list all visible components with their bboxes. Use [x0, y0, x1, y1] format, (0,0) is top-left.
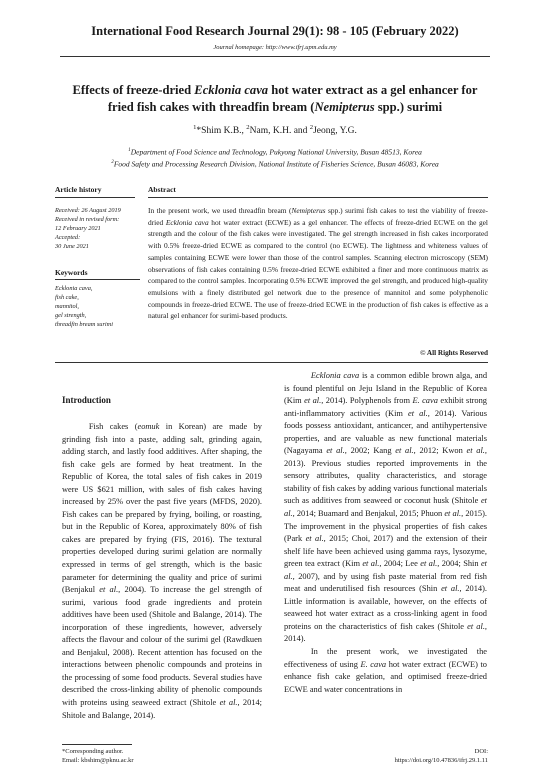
article-history: [55, 185, 135, 251]
history-line: 30 June 2021: [55, 243, 89, 250]
keywords-heading: Keywords: [55, 268, 88, 277]
article-title: [40, 82, 510, 116]
journal-homepage: Journal homepage: http://www.ifrj.upm.edu.my: [213, 44, 337, 51]
abstract-text: In the present work, we used threadfin bream (Nemipterus spp.) surimi fish cakes to test the viability of freeze-dried Ecklonia cava hot water extract (ECWE) as a gel enhancer. The effects of freeze-dried ECWE on the gel strength and the colour of the fish cakes were investigated. The gel strength increased in fish cakes incorporated with 0.5% freeze-dried ECWE as compared to the control (no ECWE). The lightness and whiteness values of samples containing ECWE were lower than those of the control samples. Scanning electron microscopy (SEM) observations of fish cakes containing 0.5% freeze-dried ECWE exhibited a finer and more continuous matrix as compared to the control samples. Incorporating 0.5% ECWE improved the gel strength, and produced high-quality emulsions with a finely distributed gel network due to the presence of mannitol and some polyphenolic compounds in freeze-dried ECWE. The use of freeze-dried ECWE in the production of fish cakes is effective as a natural gel enhancer for surimi-based products.: [148, 206, 488, 321]
article-history-rule: [55, 197, 135, 198]
introduction-heading: Introduction: [62, 395, 111, 405]
body-paragraph: Ecklonia cava is a common edible brown alga, and is found plentiful on Jeju Island in the Republic of Korea (Kim et al., 2014). Polyphenols from E. cava exhibit strong anti-inflammatory activities (Kim et al., 2014). Various foods possess antioxidant, anticancer, and antihypertensive properties, and are valuable as new functional materials (Nagayama et al., 2002; Kang et al., 2012; Kwon et al., 2013). Previous studies reported improvements in the sensory attributes, quality characteristics, and storage stability of fish cakes by adding various functional materials such as additives from seaweed or coconut husk (Shitole et al., 2014; Buamard and Benjakul, 2015; Phuon et al., 2015). The improvement in the physical properties of fish cakes (Park et al., 2015; Choi, 2017) and the extension of their shelf life have been achieved using gamma rays, lysozyme, green tea extract (Kim et al., 2004; Lee et al., 2004; Shin et al., 2007), and by using fish paste material from red fish meat and underutilised fish resources (Shin et al., 2014). Little information is available, however, on the effects of seaweed hot water extract as a cross-linking agent in food proteins on the characteristics of fish cakes (Shitole et al., 2014).: [284, 371, 488, 644]
abstract-rule: [148, 197, 488, 198]
keyword: mannitol,: [55, 303, 79, 310]
keyword: threadfin bream surimi: [55, 321, 113, 328]
corresponding-author: *Corresponding author.: [62, 748, 124, 755]
abstract-heading-block: [148, 185, 488, 198]
title-line-2: fried fish cakes with threadfin bream (Nemipterus spp.) surimi: [107, 100, 443, 114]
keywords-rule: [55, 279, 140, 280]
keyword: gel strength,: [55, 312, 87, 319]
keyword: fish cake,: [55, 294, 79, 301]
keywords-block: [55, 268, 140, 329]
right-body-column: [284, 370, 487, 696]
body-paragraph: In the present work, we investigated the effectiveness of using E. cava hot water extract (ECWE) to enhance fish cake gelation, and optimised freeze-dried ECWE and water concentrations in: [284, 647, 487, 694]
title-line-1: Effects of freeze-dried Ecklonia cava hot water extract as a gel enhancer for: [72, 83, 478, 97]
author-list: $^1$*Shim K.B., $^2$Nam, K.H. and $^2$Jeong, Y.G.: [193, 124, 357, 137]
affiliation-2: $^2$Food Safety and Processing Research Division, National Institute of Fisheries Science, Busan 46083, Korea: [111, 159, 439, 169]
history-line: Received in revised form:: [55, 216, 120, 223]
copyright-notice: © All Rights Reserved: [420, 349, 488, 357]
history-line: Accepted:: [55, 234, 81, 241]
header-divider: [60, 56, 490, 57]
history-line: 12 February 2021: [55, 225, 101, 232]
footnote-rule: [62, 744, 132, 745]
abstract-bottom-rule: [55, 362, 488, 363]
doi-link[interactable]: https://doi.org/10.47836/ifrj.29.1.11: [394, 757, 488, 764]
history-line: Received: 26 August 2019: [55, 207, 121, 214]
keyword: Ecklonia cava,: [55, 285, 93, 292]
affiliation-1: $^1$Department of Food Science and Technology, Pukyong National University, Busan 48513, Korea: [128, 147, 422, 157]
doi-label: DOI:: [474, 748, 488, 755]
abstract-heading: Abstract: [148, 185, 176, 194]
corresponding-email: Email: kbshim@pknu.ac.kr: [62, 757, 134, 764]
body-paragraph: Fish cakes (eomuk in Korean) are made by grinding fish into a paste, adding salt, grinding again, adding starch, and lastly food additives. After shaping, the fish cake gels are formed by heat treatment. In the Republic of Korea, the total sales of fish cakes in 2019 were US $621 million, with sales of fish cakes having increased by 25% over the past five years (MFDS, 2020). Fish cakes can be prepared by frying, boiling, or roasting, but in the Republic of Korea, approximately 80% of fish cakes are prepared by frying (FIS, 2016). The textural properties developed during surimi gelation are normally expressed in terms of gel strength, which is the basic parameter for determining the quality and price of surimi (Benjakul et al., 2004). To increase the gel strength of surimi, various food grade ingredients and protein additives have been used (Shitole and Balange, 2014). The incorporation of these ingredients, however, adversely affects the flavour and colour of the surimi gel (Rawdkuen and Benjakul, 2008). Recent attention has focused on the interactions between phenolic compounds and proteins in the processing of some food products. Several studies have described the cross-linking ability of phenolic compounds with proteins using seaweed extract (Shitole et al., 2014; Shitole and Balange, 2014).: [62, 422, 263, 720]
left-body-column: [62, 421, 262, 722]
journal-header: International Food Research Journal 29(1): 98 - 105 (February 2022): [91, 24, 459, 38]
article-history-heading: Article history: [55, 185, 102, 194]
